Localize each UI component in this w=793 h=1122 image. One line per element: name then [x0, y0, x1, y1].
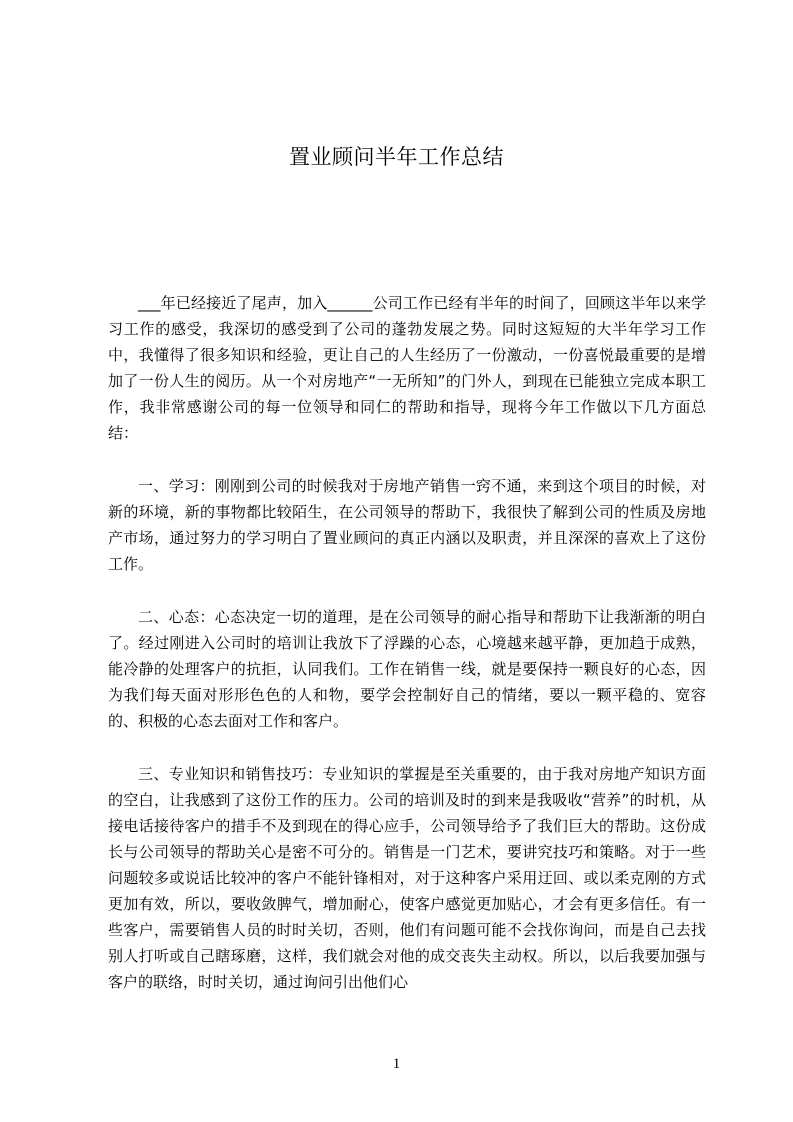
- mindset-paragraph: 二、心态：心态决定一切的道理，是在公司领导的耐心指导和帮助下让我渐渐的明白了。经过刚进入公司时的培训让我放下了浮躁的心态，心境越来越平静，更加趋于成熟，能冷静的处理客户的抗拒，认同我们。工作在销售一线，就是要保持一颗良好的心态，因为我们每天面对形形色色的人和物，要学会控制好自己的情绪，要以一颗平稳的、宽容的、积极的心态去面对工作和客户。: [108, 608, 706, 730]
- intro-paragraph: ___年已经接近了尾声，加入______公司工作已经有半年的时间了，回顾这半年以来学习工作的感受，我深切的感受到了公司的蓬勃发展之势。同时这短短的大半年学习工作中，我懂得了很多知识和经验，更让自己的人生经历了一份激动，一份喜悦最重要的是增加了一份人生的阅历。从一个对房地产“一无所知”的门外人，到现在已能独立完成本职工作，我非常感谢公司的每一位领导和同仁的帮助和指导，现将今年工作做以下几方面总结：: [108, 294, 706, 442]
- document-body: [108, 290, 706, 1022]
- study-paragraph: 一、学习：刚刚到公司的时候我对于房地产销售一窍不通，来到这个项目的时候，对新的环境，新的事物都比较陌生，在公司领导的帮助下，我很快了解到公司的性质及房地产市场，通过努力的学习明白了置业顾问的真正内涵以及职责，并且深深的喜欢上了这份工作。: [108, 477, 706, 573]
- document-title: 置业顾问半年工作总结: [289, 145, 504, 169]
- skills-paragraph: 三、专业知识和销售技巧：专业知识的掌握是至关重要的，由于我对房地产知识方面的空白，让我感到了这份工作的压力。公司的培训及时的到来是我吸收“营养”的时机，从接电话接待客户的措手不及到现在的得心应手，公司领导给予了我们巨大的帮助。这份成长与公司领导的帮助关心是密不可分的。销售是一门艺术，要讲究技巧和策略。对于一些问题较多或说话比较冲的客户不能针锋相对，对于这种客户采用迂回、或以柔克刚的方式更加有效，所以，要收敛脾气，增加耐心，使客户感觉更加贴心，才会有更多信任。有一些客户，需要销售人员的时时关切，否则，他们有问题可能不会找你询问，而是自己去找别人打听或自己瞎琢磨，这样，我们就会对他的成交丧失主动权。所以，以后我要加强与客户的联络，时时关切，通过询问引出他们心: [108, 765, 706, 991]
- page-number: 1: [392, 1056, 401, 1072]
